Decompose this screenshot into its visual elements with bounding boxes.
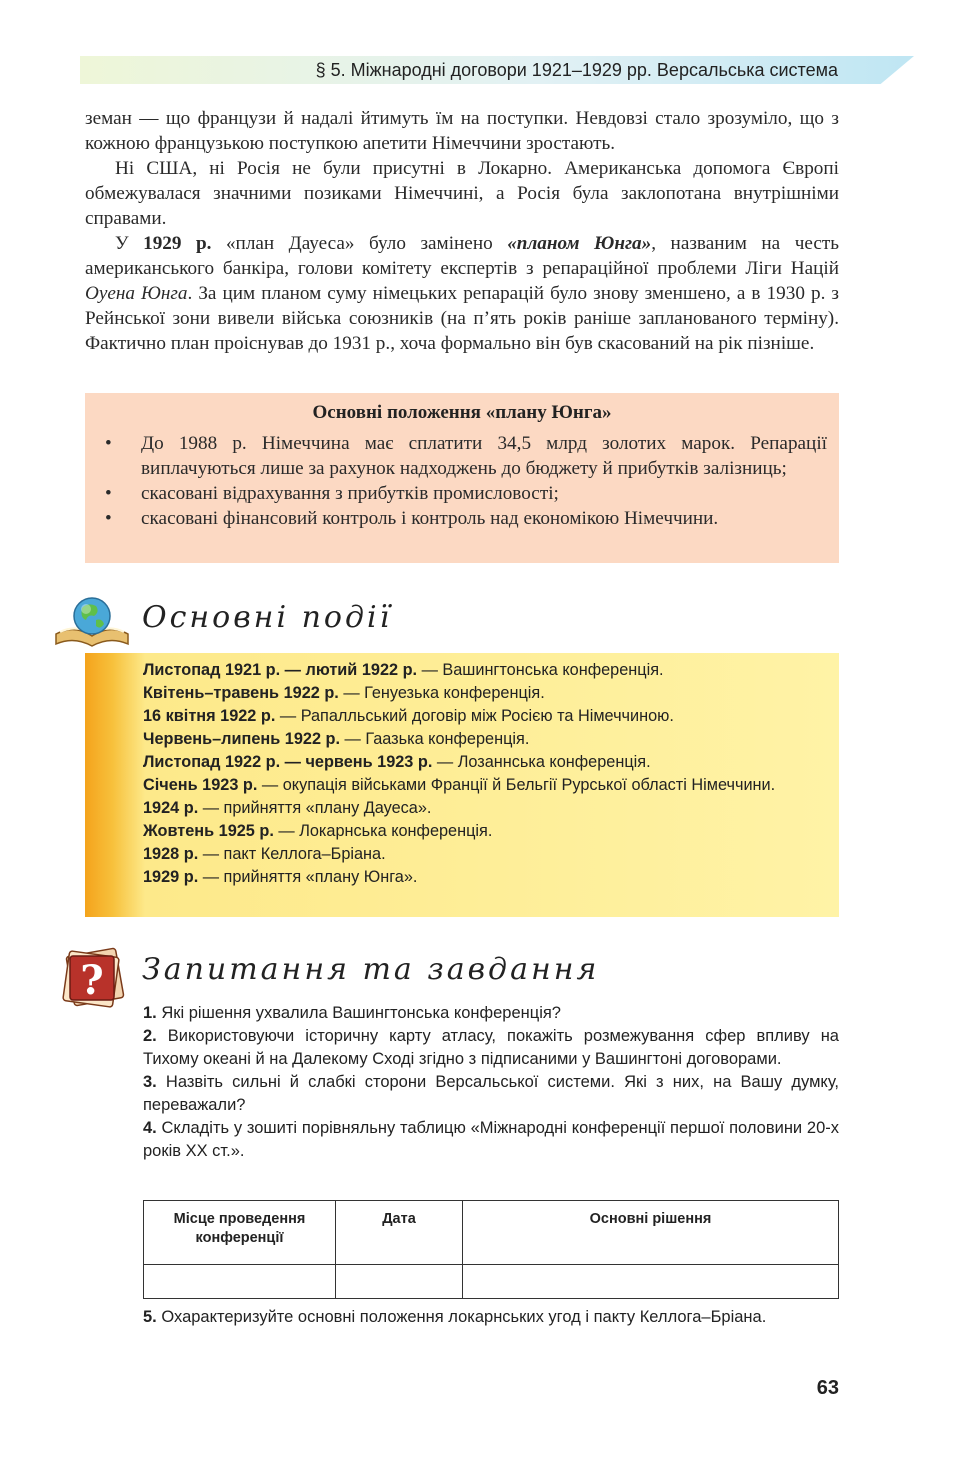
- event-text: — Локарнська конференція.: [273, 822, 493, 840]
- owen-young-name: Оуена Юнга: [85, 283, 188, 304]
- table-row: [144, 1265, 839, 1299]
- task-item: [143, 1306, 839, 1329]
- task-text: Складіть у зошиті порівняльну таблицю «Міжнародні конференції першої половини 20-х років XX ст.».: [143, 1119, 839, 1160]
- young-plan-list: [105, 431, 827, 531]
- event-item: [143, 682, 833, 705]
- task-number: 2.: [143, 1027, 157, 1045]
- event-date: Листопад 1921 р. — лютий 1922 р.: [143, 661, 418, 679]
- table-header-row: [144, 1201, 839, 1265]
- events-list: [143, 659, 833, 889]
- task-number: 4.: [143, 1119, 157, 1137]
- young-plan-title: Основні положення «плану Юнга»: [312, 402, 612, 423]
- question-mark-icon: [56, 944, 132, 1008]
- list-item: [105, 481, 827, 506]
- event-date: Січень 1923 р.: [143, 776, 258, 794]
- task-item: [143, 1002, 839, 1025]
- task-number: 1.: [143, 1004, 157, 1022]
- list-item-text: скасовані відрахування з прибутків промисловості;: [141, 483, 559, 504]
- task-text: Які рішення ухвалила Вашингтонська конференція?: [156, 1004, 561, 1022]
- globe-book-icon: [52, 594, 132, 650]
- paragraph-3-text-a: У: [115, 233, 144, 254]
- event-item: [143, 797, 833, 820]
- events-box: [85, 653, 839, 917]
- table-cell: [144, 1265, 336, 1299]
- event-text: — Гаазька конференція.: [340, 730, 530, 748]
- task-item: [143, 1071, 839, 1117]
- tasks-list: [143, 1002, 839, 1163]
- event-date: Листопад 1922 р. — червень 1923 р.: [143, 753, 433, 771]
- paragraph-3-text-d: . За цим планом суму німецьких репарацій було знову зменшено, а в 1930 р. з Рейнської зони вивели війська союзників (на п’ять років раніше запланованого терміну). Фактично план проіснував до 1931 р., хоча формально він був скасований на рік пізніше.: [85, 283, 839, 354]
- event-date: Жовтень 1925 р.: [143, 822, 274, 840]
- young-plan-box: [85, 393, 839, 563]
- young-plan-term: «планом Юнга»: [507, 233, 652, 254]
- event-item: [143, 659, 833, 682]
- task-text: Використовуючи історичну карту атласу, покажіть розмежування сфер впливу на Тихому океані й на Далекому Сході згідно з підписаними у Вашингтоні договорами.: [143, 1027, 839, 1068]
- event-item: [143, 774, 833, 797]
- paragraph-3: [85, 231, 839, 356]
- event-item: [143, 728, 833, 751]
- event-date: 16 квітня 1922 р.: [143, 707, 276, 725]
- task-item: [143, 1117, 839, 1163]
- event-text: — окупація військами Франції й Бельгії Рурської області Німеччини.: [257, 776, 776, 794]
- event-date: 1928 р.: [143, 845, 199, 863]
- event-item: [143, 866, 833, 889]
- bullet: •: [105, 433, 112, 454]
- event-text: — Рапалльський договір між Росією та Німеччиною.: [275, 707, 674, 725]
- section-header-title: § 5. Міжнародні договори 1921–1929 рр. Версальська система: [315, 60, 838, 80]
- task-text: Охарактеризуйте основні положення локарнських угод і пакту Келлога–Бріана.: [156, 1308, 767, 1326]
- task-number: 3.: [143, 1073, 157, 1091]
- events-title: Основні події: [142, 600, 393, 635]
- event-item: [143, 820, 833, 843]
- paragraph-3-text-c: , названим на честь американського банкіра, голови комітету експертів з репараційної проблеми Ліги Націй: [85, 233, 840, 279]
- year-1929: 1929 р.: [143, 233, 212, 254]
- list-item-text: До 1988 р. Німеччина має сплатити 34,5 млрд золотих марок. Репарації виплачуються лише за рахунок надходжень до бюджету й прибутків залізниць;: [141, 433, 827, 479]
- event-text: — прийняття «плану Дауеса».: [198, 799, 432, 817]
- header-date: Дата: [336, 1201, 463, 1265]
- event-item: [143, 751, 833, 774]
- header-decisions: Основні рішення: [463, 1201, 839, 1265]
- event-text: — Вашингтонська конференція.: [417, 661, 664, 679]
- body-text: [85, 106, 839, 356]
- event-item: [143, 705, 833, 728]
- task-item: [143, 1025, 839, 1071]
- paragraph-1: земан — що французи й надалі йтимуть їм на поступки. Невдовзі стало зрозуміло, що з кожною французькою поступкою апетити Німеччини зростають.: [85, 108, 839, 154]
- table-cell: [336, 1265, 463, 1299]
- bullet: •: [105, 483, 112, 504]
- list-item-text: скасовані фінансовий контроль і контроль над економікою Німеччини.: [141, 508, 719, 529]
- task-5: [143, 1306, 839, 1329]
- event-item: [143, 843, 833, 866]
- event-date: 1929 р.: [143, 868, 199, 886]
- event-date: Квітень–травень 1922 р.: [143, 684, 339, 702]
- event-text: — Лозаннська конференція.: [432, 753, 651, 771]
- svg-text:?: ?: [80, 957, 104, 1004]
- event-text: — прийняття «плану Юнга».: [198, 868, 418, 886]
- page-number: 63: [816, 1377, 839, 1399]
- table-cell: [463, 1265, 839, 1299]
- conference-table: [143, 1200, 839, 1299]
- task-number: 5.: [143, 1308, 157, 1326]
- list-item: [105, 506, 827, 531]
- bullet: •: [105, 508, 112, 529]
- event-date: Червень–липень 1922 р.: [143, 730, 341, 748]
- header-place: Місце проведення конференції: [144, 1201, 336, 1265]
- task-text: Назвіть сильні й слабкі сторони Версальської системи. Які з них, на Вашу думку, переважали?: [143, 1073, 839, 1114]
- list-item: [105, 431, 827, 481]
- paragraph-3-text-b: «план Дауеса» було замінено: [211, 233, 508, 254]
- event-text: — Генуезька конференція.: [338, 684, 545, 702]
- paragraph-2: Ні США, ні Росія не були присутні в Локарно. Американська допомога Європі обмежувалася значними позиками Німеччині, а Росія була заклопотана внутрішніми справами.: [85, 158, 839, 229]
- event-date: 1924 р.: [143, 799, 199, 817]
- event-text: — пакт Келлога–Бріана.: [198, 845, 386, 863]
- tasks-title: Запитання та завдання: [142, 952, 600, 987]
